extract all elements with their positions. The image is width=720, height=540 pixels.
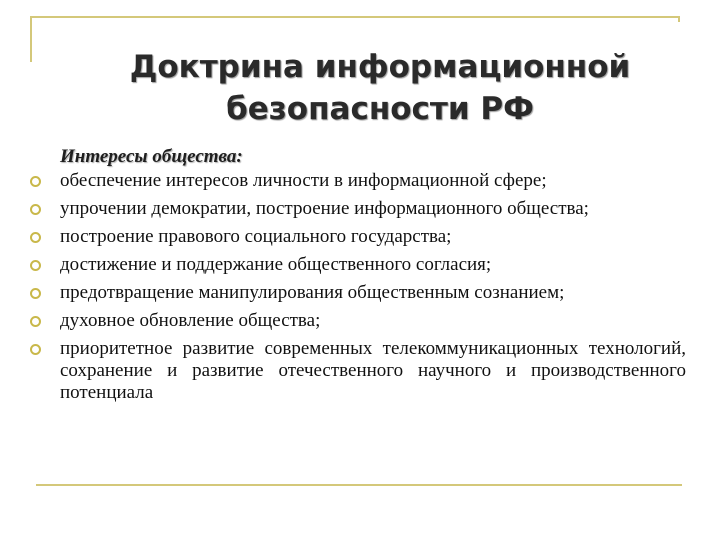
list-item-text: обеспечение интересов личности в информационной сфере; (60, 170, 547, 191)
list-item-text: духовное обновление общества; (60, 310, 321, 331)
list-item (30, 198, 686, 220)
frame-right-stub (678, 16, 680, 22)
frame-top-line (30, 16, 680, 18)
hollow-circle-bullet-icon (30, 232, 41, 243)
slide-title-line-1: Доктрина информационной (129, 49, 631, 85)
hollow-circle-bullet-icon (30, 176, 41, 187)
interests-list (30, 170, 686, 404)
list-item (30, 170, 686, 192)
list-item (30, 226, 686, 248)
hollow-circle-bullet-icon (30, 204, 41, 215)
list-item-text: достижение и поддержание общественного согласия; (60, 254, 492, 275)
hollow-circle-bullet-icon (30, 344, 41, 355)
hollow-circle-bullet-icon (30, 316, 41, 327)
slide-title (40, 46, 720, 130)
list-item-text: предотвращение манипулирования общественным сознанием; (60, 282, 565, 303)
list-item-text: приоритетное развитие современных телекоммуникационных технологий, сохранение и развитие отечественного научного и производственного потенциала (60, 338, 686, 403)
list-item-text: упрочении демократии, построение информационного общества; (60, 198, 589, 219)
slide-title-line-2: безопасности РФ (226, 91, 534, 127)
list-item-text: построение правового социального государства; (60, 226, 452, 247)
subheading: Интересы общества: (60, 146, 243, 167)
list-item (30, 282, 686, 304)
frame-left-line (30, 16, 32, 62)
slide-content (30, 146, 686, 410)
list-item (30, 338, 686, 404)
list-item (30, 254, 686, 276)
list-item (30, 310, 686, 332)
hollow-circle-bullet-icon (30, 288, 41, 299)
frame-bottom-line (36, 484, 682, 486)
hollow-circle-bullet-icon (30, 260, 41, 271)
